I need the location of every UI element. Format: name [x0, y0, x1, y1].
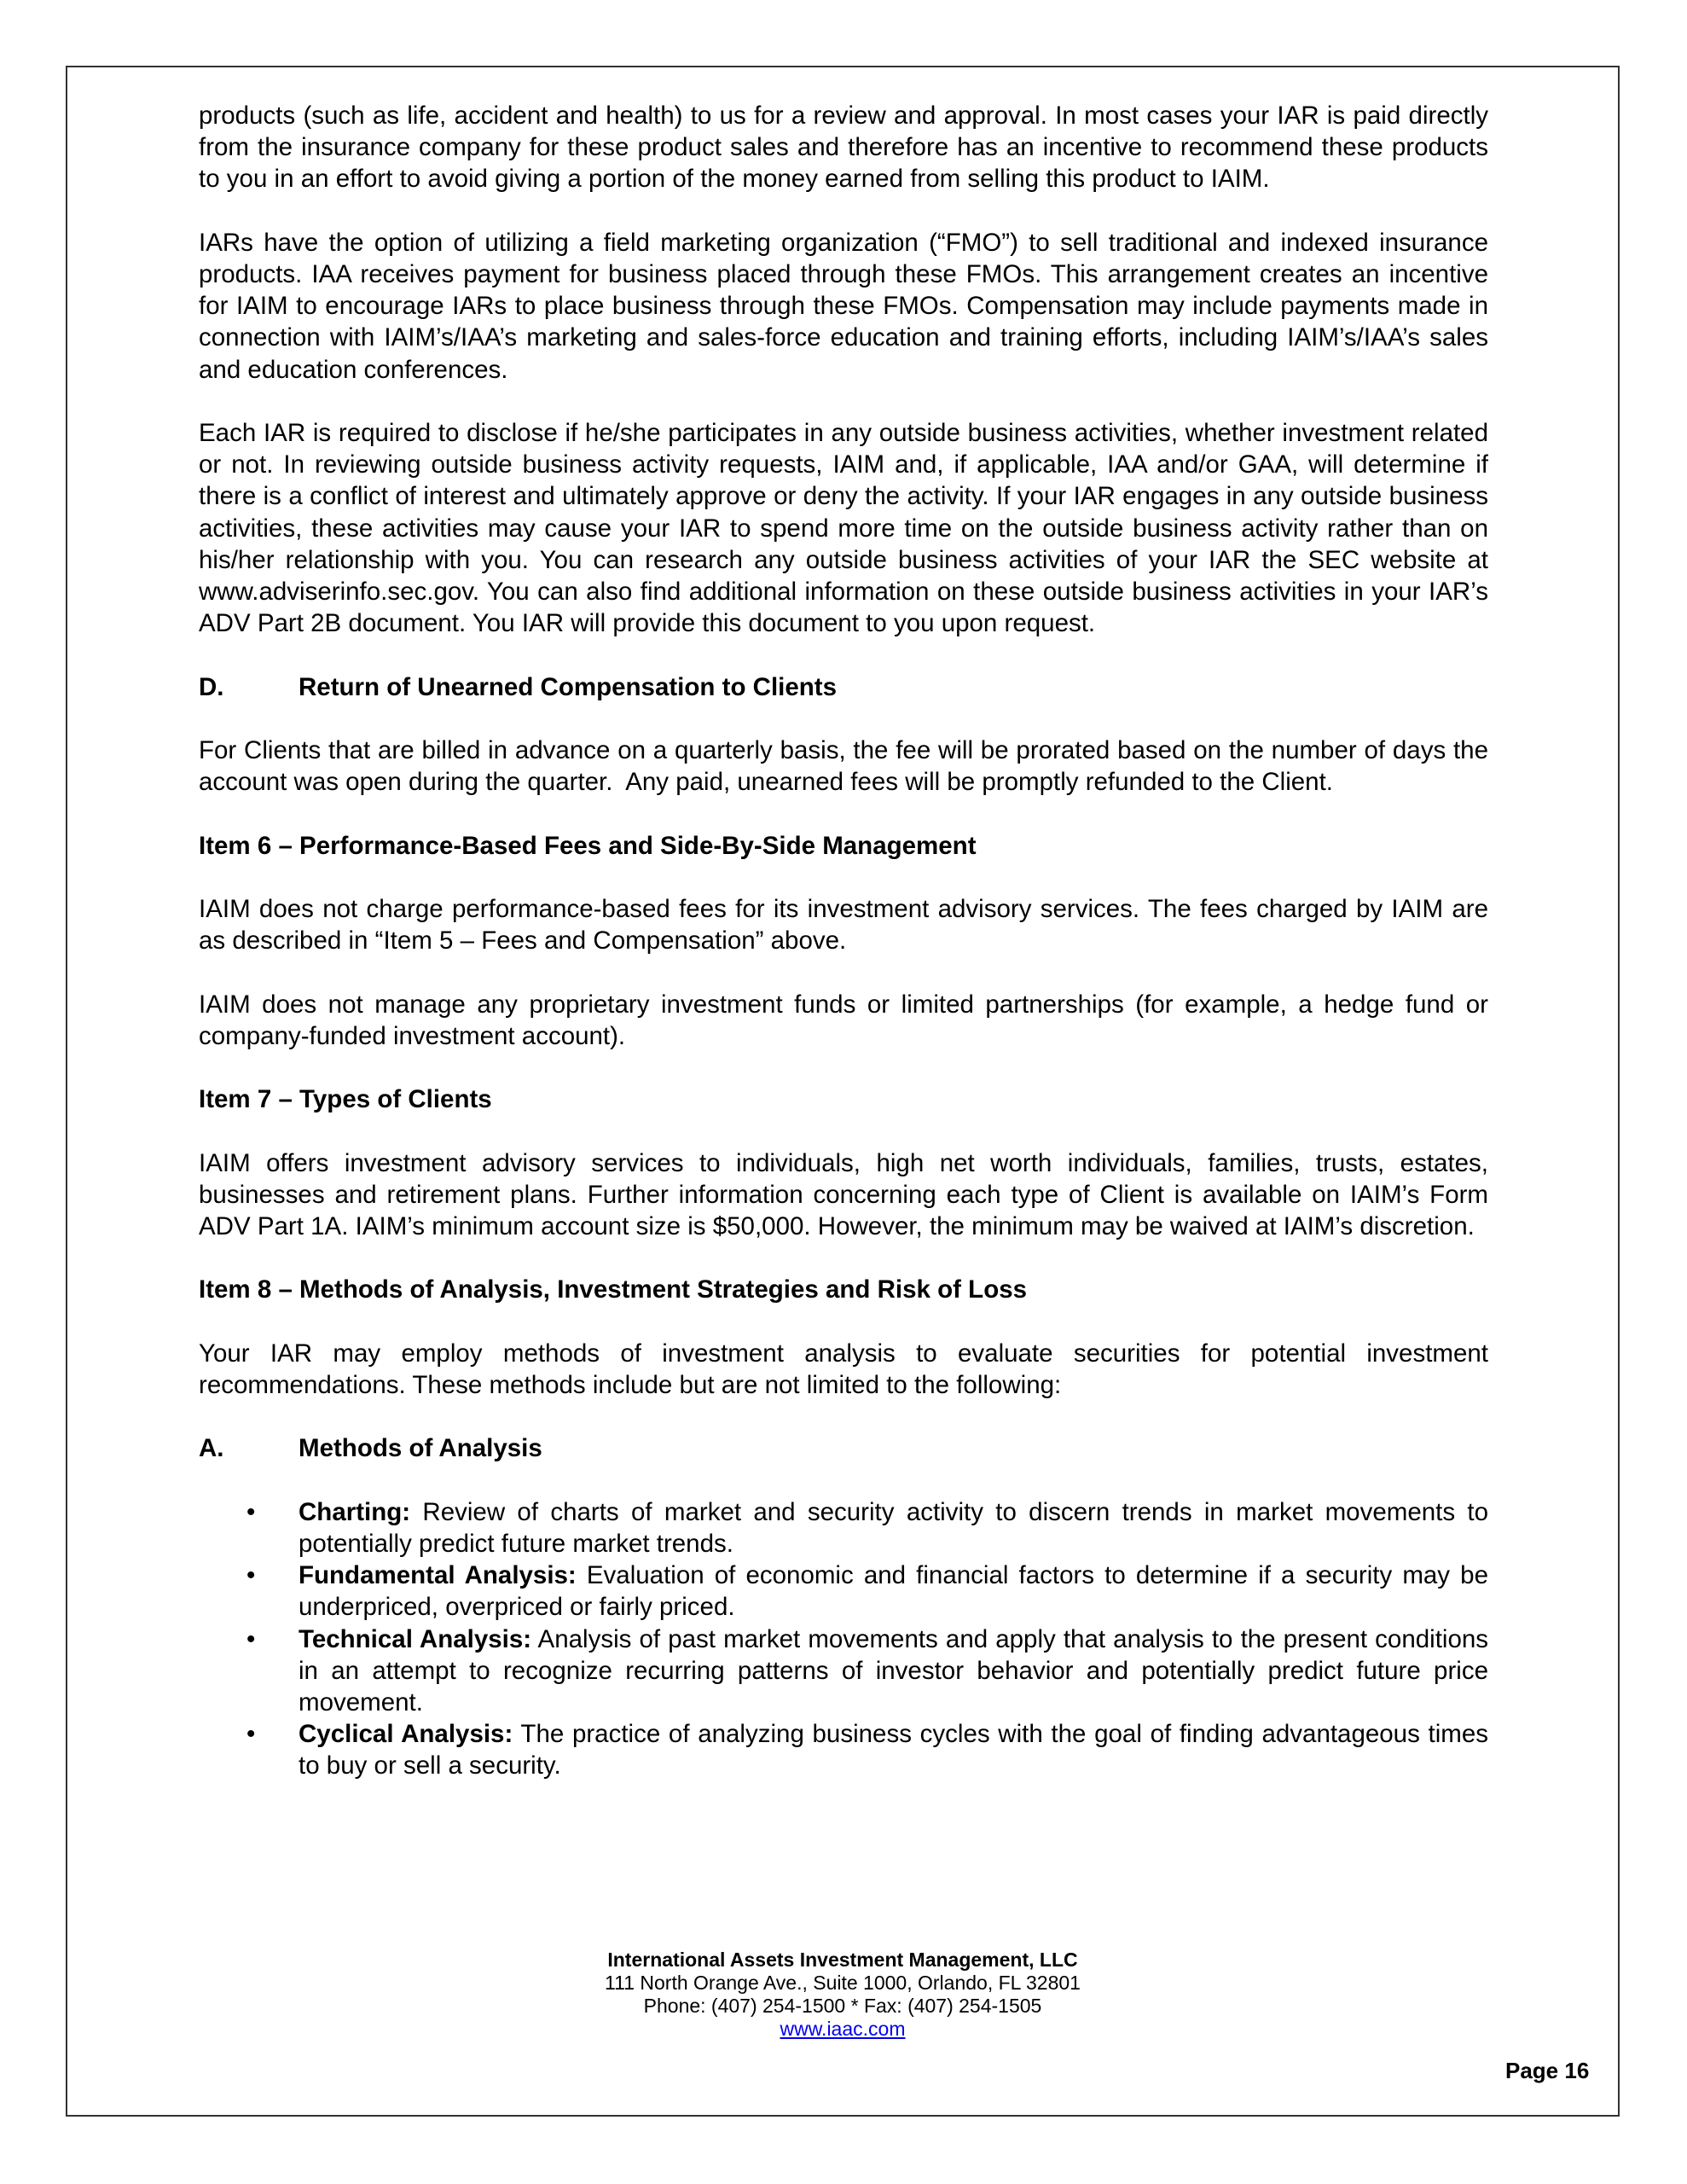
paragraph-performance-fees: IAIM does not charge performance-based fees for its investment advisory services. The fees charged by IAIM are as described in “Item 5 – Fees and Compensation” above. [199, 894, 1488, 956]
section-a-letter: A. [199, 1434, 224, 1463]
paragraph-outside-business: Each IAR is required to disclose if he/she participates in any outside business activities, whether investment related or not. In reviewing outside business activity requests, IAIM and, if applicable, IAA and/or GAA, will determine if there is a conflict of interest and ultimately approve or deny the activity. If your IAR engages in any outside business activities, these activities may cause your IAR to spend more time on the outside business activity rather than on his/her relationship with you. You can research any outside business activities of your IAR the SEC website at www.adviserinfo.sec.gov. You can also find additional information on these outside business activities in your IAR’s ADV Part 2B document. You IAR will provide this document to you upon request. [199, 419, 1488, 638]
list-item-charting [199, 1496, 1488, 1560]
footer-company-name: International Assets Investment Management, LLC [607, 1949, 1078, 1971]
section-a-heading [199, 1432, 1488, 1464]
paragraph-unearned-compensation: For Clients that are billed in advance on a quarterly basis, the fee will be prorated based on the number of days the account was open during the quarter. Any paid, unearned fees will be promptly refunded to the Client. [199, 736, 1488, 797]
document-body [199, 100, 1488, 1782]
footer-website-link[interactable]: www.iaac.com [780, 2018, 906, 2040]
bullet-text: The practice of analyzing business cycles with the goal of finding advantageous times to buy or sell a security. [299, 1720, 1488, 1780]
bullet-term: Fundamental Analysis: [299, 1561, 577, 1590]
section-d-heading [199, 671, 1488, 703]
list-item-cyclical [199, 1718, 1488, 1781]
section-d-letter: D. [199, 672, 224, 701]
section-d-title: Return of Unearned Compensation to Clients [299, 672, 838, 701]
bullet-icon: • [246, 1561, 256, 1590]
bullet-term: Technical Analysis: [299, 1624, 532, 1653]
bullet-icon: • [246, 1720, 256, 1749]
paragraph-types-of-clients: IAIM offers investment advisory services to individuals, high net worth individuals, families, trusts, estates, businesses and retirement plans. Further information concerning each type of Client is available on IAIM’s Form ADV Part 1A. IAIM’s minimum account size is $50,000. However, the minimum may be waived at IAIM’s discretion. [199, 1148, 1488, 1240]
bullet-term: Charting: [299, 1497, 411, 1526]
bullet-icon: • [246, 1624, 256, 1653]
bullet-term: Cyclical Analysis: [299, 1720, 513, 1749]
page-footer [66, 1949, 1620, 2041]
footer-address: 111 North Orange Ave., Suite 1000, Orlando, FL 32801 [605, 1972, 1081, 1994]
methods-list [199, 1496, 1488, 1782]
item6-heading: Item 6 – Performance-Based Fees and Side-By-Side Management [199, 831, 977, 860]
paragraph-insurance-products: products (such as life, accident and health) to us for a review and approval. In most cases your IAR is paid directly from the insurance company for these product sales and therefore has an incentive to recommend these products to you in an effort to avoid giving a portion of the money earned from selling this product to IAIM. [199, 102, 1488, 194]
bullet-icon: • [246, 1497, 256, 1526]
footer-phone-fax: Phone: (407) 254-1500 * Fax: (407) 254-1505 [643, 1995, 1042, 2017]
list-item-technical [199, 1623, 1488, 1719]
paragraph-methods-intro: Your IAR may employ methods of investment analysis to evaluate securities for potential investment recommendations. These methods include but are not limited to the following: [199, 1339, 1488, 1399]
paragraph-proprietary-funds: IAIM does not manage any proprietary investment funds or limited partnerships (for example, a hedge fund or company-funded investment account). [199, 990, 1488, 1050]
section-a-title: Methods of Analysis [299, 1434, 542, 1463]
item8-heading: Item 8 – Methods of Analysis, Investment Strategies and Risk of Loss [199, 1275, 1028, 1304]
paragraph-fmo: IARs have the option of utilizing a field marketing organization (“FMO”) to sell traditional and indexed insurance products. IAA receives payment for business placed through these FMOs. This arrangement creates an incentive for IAIM to encourage IARs to place business through these FMOs. Compensation may include payments made in connection with IAIM’s/IAA’s marketing and sales-force education and training efforts, including IAIM’s/IAA’s sales and education conferences. [199, 228, 1488, 384]
item7-heading: Item 7 – Types of Clients [199, 1085, 492, 1114]
list-item-fundamental [199, 1560, 1488, 1623]
bullet-text: Analysis of past market movements and apply that analysis to the present conditions in an attempt to recognize recurring patterns of investor behavior and potentially predict future price movement. [299, 1624, 1489, 1716]
bullet-text: Evaluation of economic and financial factors to determine if a security may be underpriced, overpriced or fairly priced. [299, 1561, 1488, 1622]
bullet-text: Review of charts of market and security activity to discern trends in market movements to potentially predict future market trends. [299, 1497, 1488, 1558]
page-number: Page 16 [1505, 2058, 1590, 2083]
